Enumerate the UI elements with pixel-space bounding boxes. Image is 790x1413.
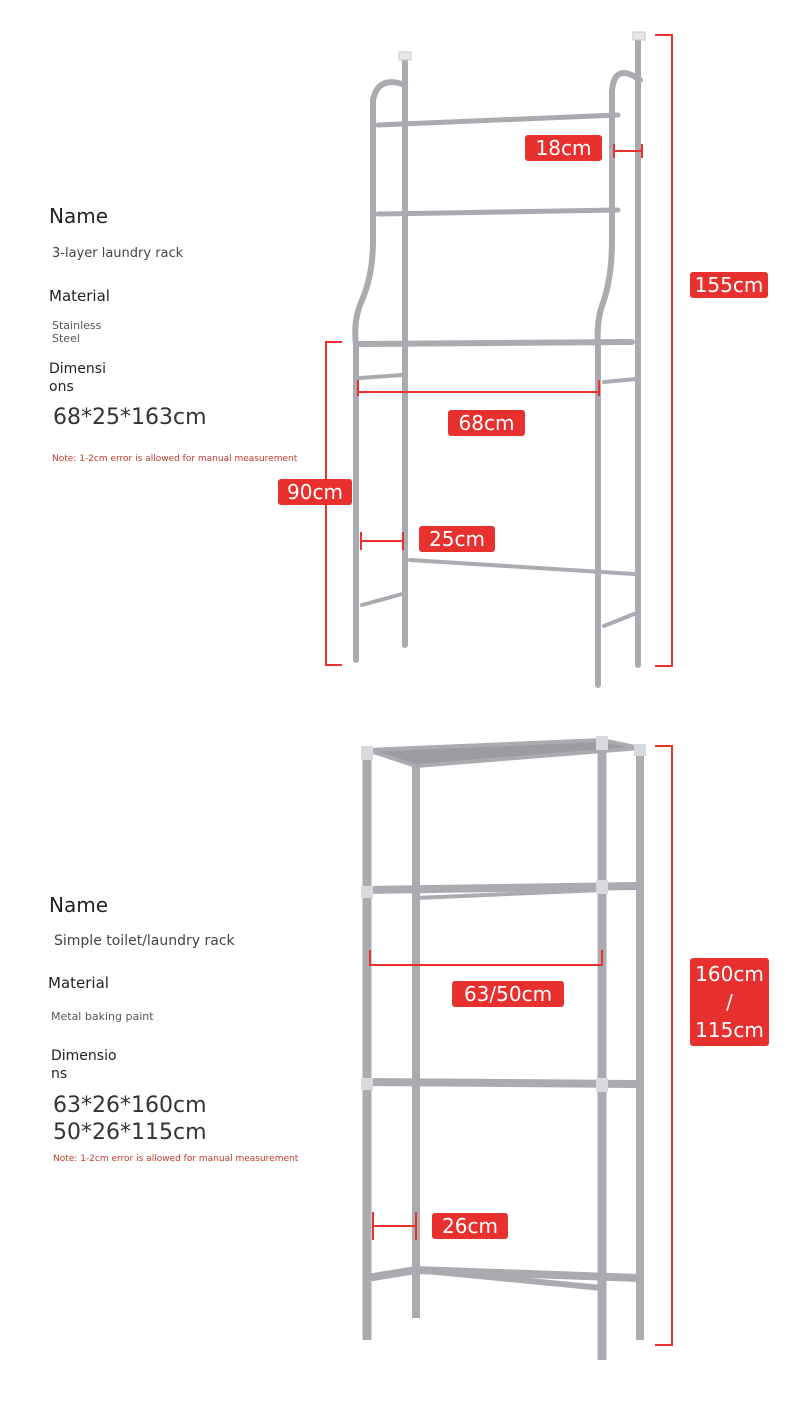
lower-height-tag: 90cm [278, 479, 352, 505]
material-heading: Material [48, 974, 109, 992]
name-heading: Name [49, 204, 109, 228]
dimensions-heading: Dimensi ons [49, 361, 106, 395]
dimensions-heading: Dimensio ns [51, 1048, 117, 1082]
dimensions-value: 68*25*163cm [53, 405, 207, 430]
depth-tag: 26cm [432, 1213, 508, 1239]
material-value: Metal baking paint [51, 1010, 154, 1023]
total-height-tag: 155cm [690, 272, 768, 298]
total-height-1: 160cm [695, 962, 764, 986]
material-value: Stainless Steel [52, 319, 102, 345]
total-height-tag [690, 958, 769, 1046]
name-heading: Name [49, 893, 109, 917]
dimensions-value-1: 63*26*160cm [53, 1093, 207, 1118]
rack-illustration-2 [0, 700, 790, 1413]
measurement-note: Note: 1-2cm error is allowed for manual measurement [53, 1154, 299, 1164]
rack-illustration-1 [0, 0, 790, 700]
product-panel-2 [0, 700, 790, 1413]
name-value: Simple toilet/laundry rack [54, 933, 235, 949]
name-value: 3-layer laundry rack [52, 246, 184, 261]
width-tag: 63/50cm [452, 981, 564, 1007]
material-heading: Material [49, 287, 110, 305]
shelf-gap-tag: 18cm [525, 135, 602, 161]
product-panel-1 [0, 0, 790, 700]
width-tag: 68cm [448, 410, 525, 436]
total-height-separator: / [726, 990, 733, 1014]
measurement-note: Note: 1-2cm error is allowed for manual measurement [52, 454, 298, 464]
depth-tag: 25cm [419, 526, 495, 552]
total-height-2: 115cm [695, 1018, 764, 1042]
dimensions-value-2: 50*26*115cm [53, 1120, 207, 1145]
